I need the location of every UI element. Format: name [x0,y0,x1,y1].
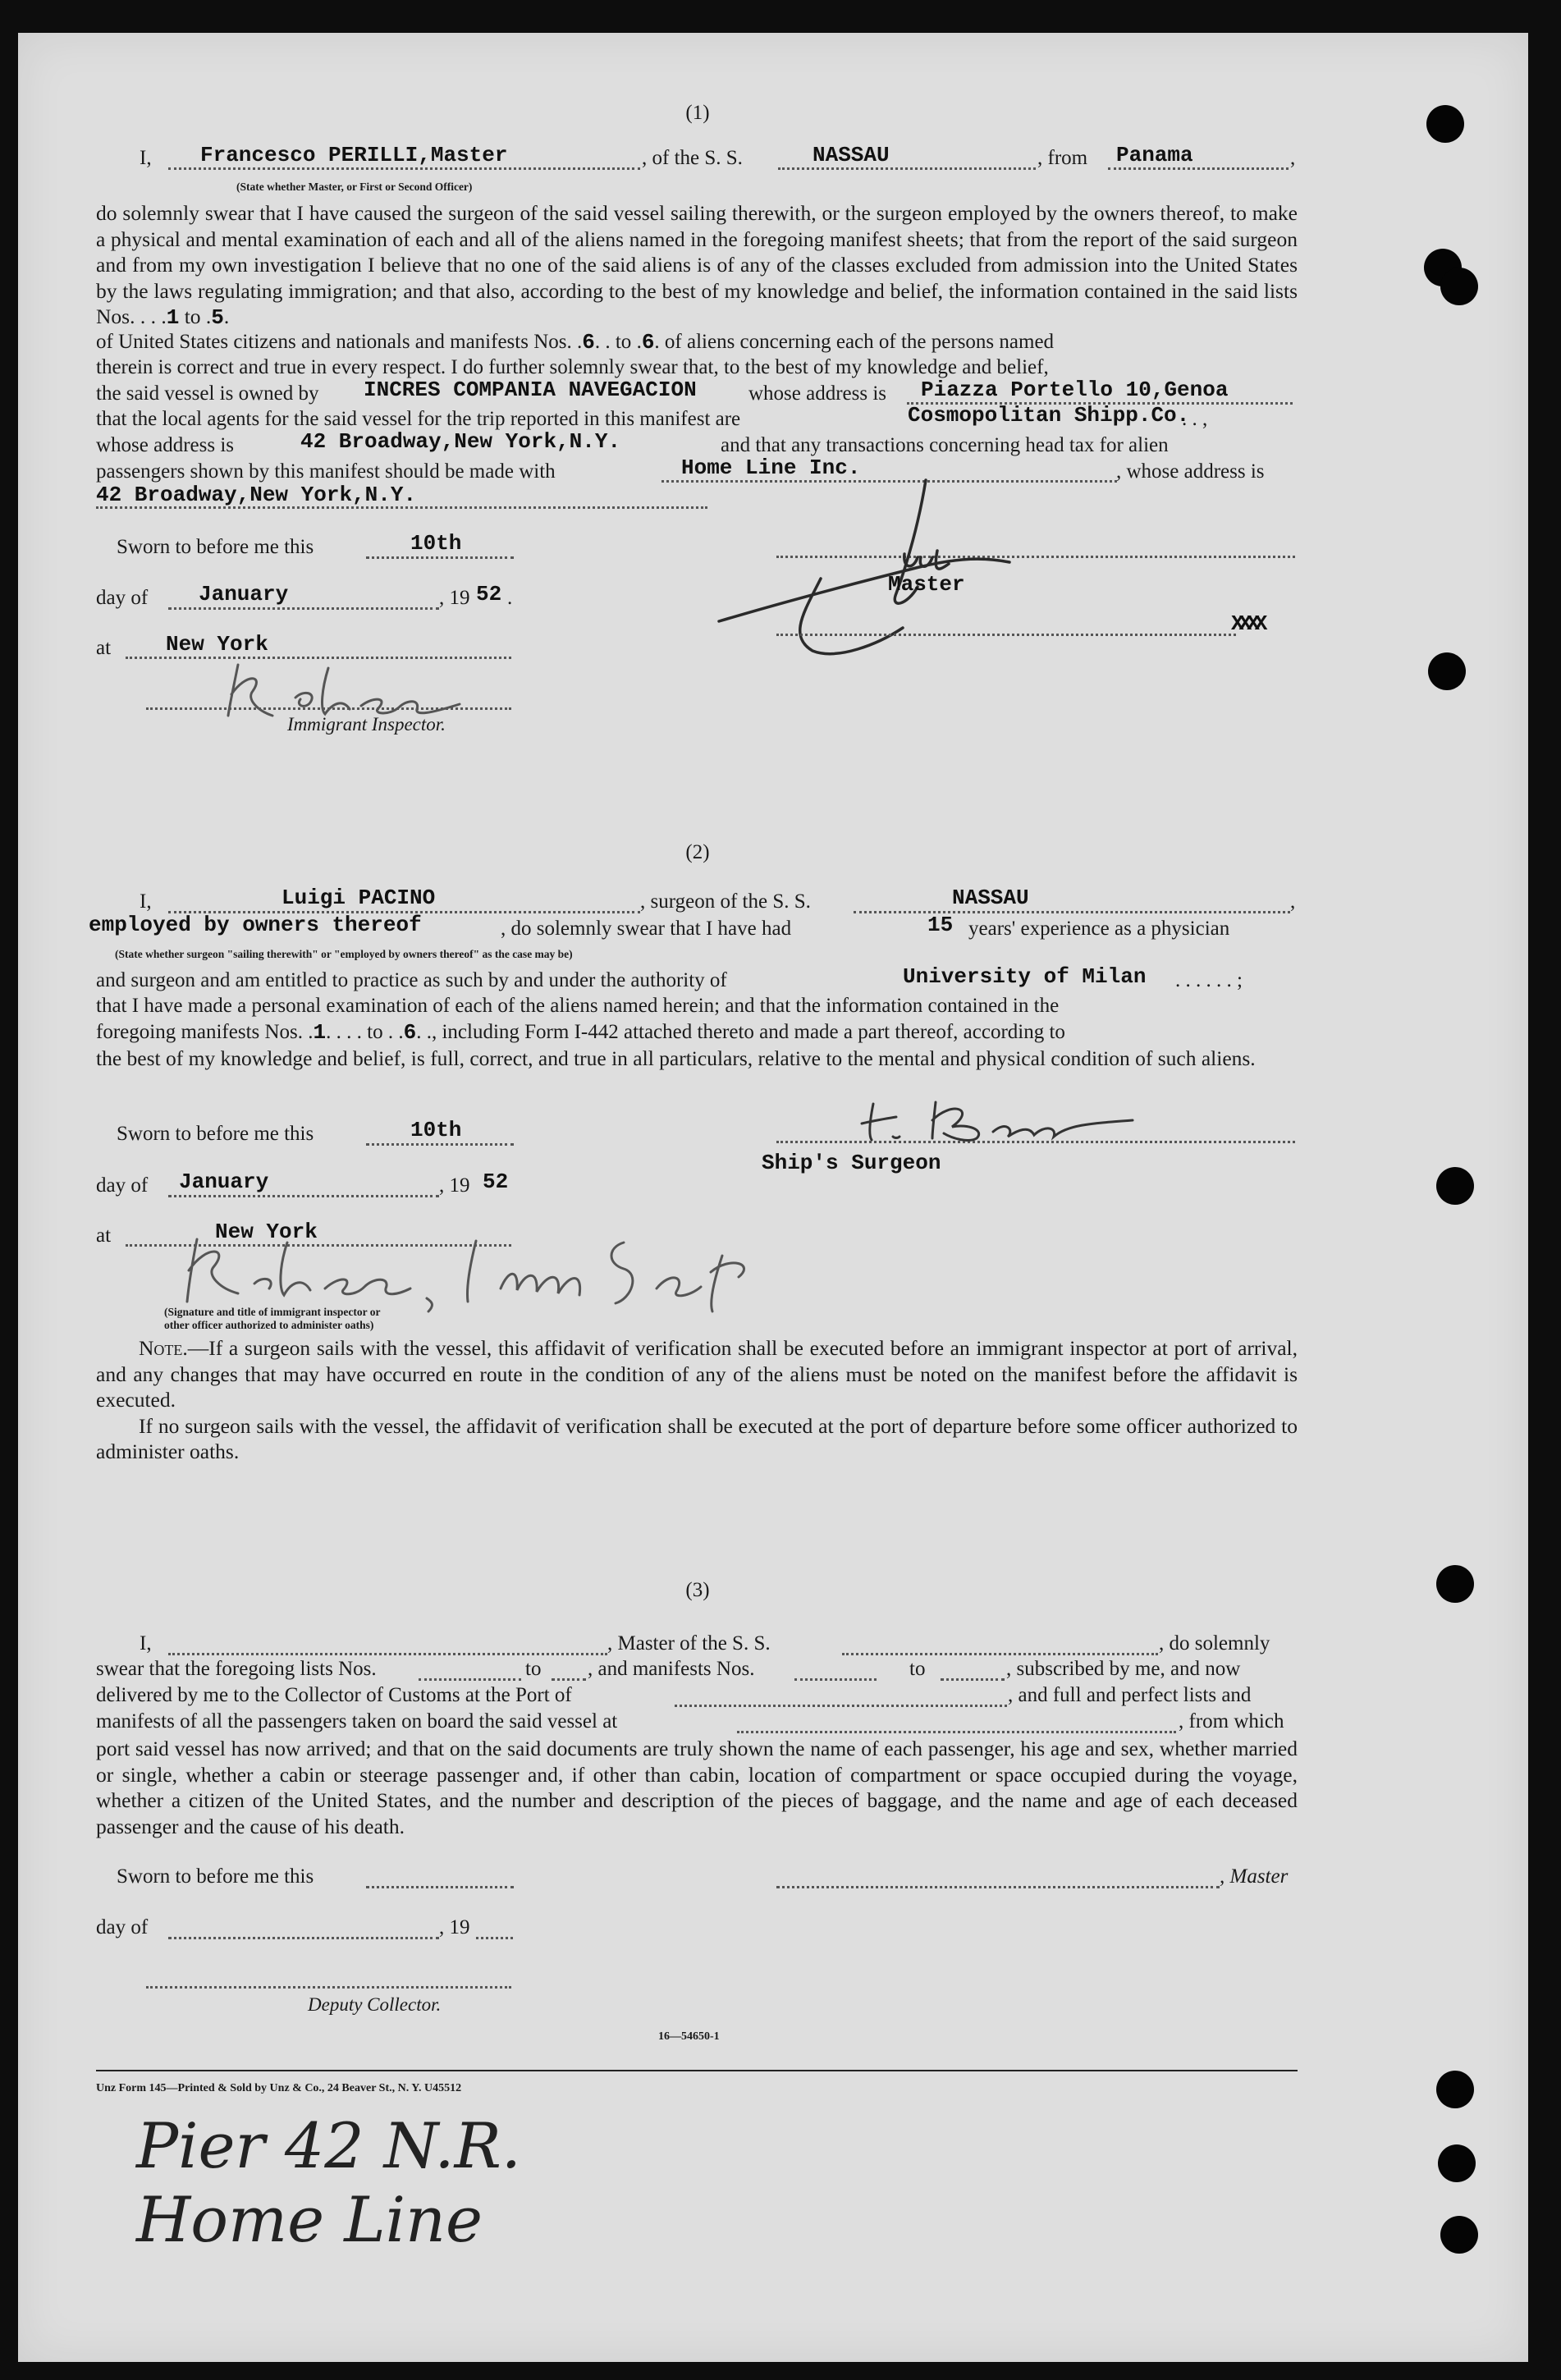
s1-from: , from [1037,147,1088,169]
s1-dots-g: . [654,331,660,353]
s2-foregoing: foregoing manifests Nos. [96,1021,304,1043]
s1-dots-d: . [577,331,583,353]
section-1-number: (1) [685,102,710,124]
s1-sworn-day-field: 10th [410,531,462,556]
s3-port-dots [675,1705,1007,1707]
s1-line-manifests [96,330,1054,355]
master-label: Master [888,572,965,597]
s2-year-prefix: , 19 [439,1174,470,1197]
s2-manifests-from-field: 1 [313,1020,327,1045]
surgeon-name-field: Luigi PACINO [282,886,436,910]
s1-paragraph [96,200,1298,332]
s1-state-note: (State whether Master, or First or Second Officer) [236,181,473,193]
authority-field: University of Milan [903,964,1147,989]
s3-year-dots [476,1937,513,1939]
punch-hole [1440,2216,1478,2254]
s1-at: at [96,637,112,659]
s3-master-text: , Master of the S. S. [607,1632,771,1655]
s2-swear: , do solemnly swear that I have had [501,918,792,940]
s2-including: , including Form I-442 attached thereto and made a part thereof, according to [431,1021,1065,1043]
s2-comma: , [1290,890,1296,913]
s1-of-us: of United States citizens and nationals and manifests Nos. [96,331,572,353]
agent-field: Cosmopolitan Shipp.Co. [908,403,1190,428]
struck-officer-label: XXXX [1231,611,1263,636]
owner-field: INCRES COMPANIA NAVEGACION [364,378,697,402]
printer-line: Unz Form 145—Printed & Sold by Unz & Co., 24 Beaver St., N. Y. U45512 [96,2082,462,2094]
s1-dot-after-year: . [507,587,513,609]
s1-month-dots [168,607,439,610]
s1-sworn-dots [366,556,514,559]
s1-comma2: . . , [1182,408,1208,430]
s3-i: I, [140,1632,152,1655]
punch-hole [1426,105,1464,143]
punch-hole [1436,1565,1474,1603]
s1-year-field: 52 [476,582,502,606]
s1-place-field: New York [166,632,268,657]
s1-month-field: January [199,582,289,606]
s3-sworn: Sworn to before me this [117,1865,314,1888]
s2-para-c: the best of my knowledge and belief, is full, correct, and true in all particulars, relative to the mental and physical condition of such aliens. [96,1046,1256,1070]
footer-rule [96,2070,1298,2071]
s3-master-sig-dots [776,1886,1220,1888]
punch-hole [1436,2071,1474,2108]
s3-line3b: , and full and perfect lists and [1008,1684,1252,1706]
s1-whose-address: whose address is [748,382,887,405]
s3-man-from-dots [794,1678,877,1681]
handwritten-line: Home Line [136,2183,483,2256]
s3-para-rest: port said vessel has now arrived; and that on the said documents are truly shown the name of each passenger, his age and sex, whether married or single, whether a cabin or steerage passenger and, if other than cabin, location of compartment or space occupied during the voyage, whether a citizen of the United States, and the number and description of the pieces of baggage, and the name and age of each deceased passenger and the cause of his death. [96,1737,1298,1838]
s3-lists-to-dots [552,1678,586,1681]
s1-year-prefix: , 19 [439,587,470,609]
s1-passengers-text: passengers shown by this manifest should be made with [96,460,556,483]
agent-address-field: 42 Broadway,New York,N.Y. [300,429,621,454]
s2-sig-note1: (Signature and title of immigrant inspector or [164,1306,381,1318]
s3-line2b: to [525,1658,542,1680]
s3-line4b: , from which [1179,1710,1284,1732]
s1-master-dots [168,167,640,170]
s1-i: I, [140,147,152,169]
s1-whose-address3: , whose address is [1116,460,1265,483]
lists-from-field: 1 [166,305,180,330]
s2-years-text: years' experience as a physician [968,918,1230,940]
s3-line2d: to [909,1658,926,1680]
port-field: Panama [1116,143,1193,167]
punch-hole [1438,2144,1476,2182]
s2-sworn-dots [366,1143,514,1146]
punch-hole [1428,652,1466,690]
s1-to: to [184,304,201,328]
s2-dots-c: . . [387,1021,404,1043]
s2-dots-a: . [308,1021,314,1043]
lists-to-field: 5 [211,305,224,330]
vessel-name-field: NASSAU [813,143,890,167]
tax-address-field: 42 Broadway,New York,N.Y. [96,483,417,507]
s2-line-a: that I have made a personal examination of each of the aliens named herein; and that the information contained in the [96,995,1060,1017]
s1-agents-text: that the local agents for the said vessel for the trip reported in this manifest are [96,408,741,430]
s2-month-dots [168,1195,439,1197]
tax-party-field: Home Line Inc. [681,455,861,480]
s1-to2: to [615,331,632,353]
s2-to: to [367,1021,383,1043]
s3-line4a: manifests of all the passengers taken on board the said vessel at [96,1710,618,1732]
note-text-2: If no surgeon sails with the vessel, the affidavit of verification shall be executed at the port of departure before some officer authorized to administer oaths. [96,1413,1298,1463]
note-line [96,1335,1298,1413]
note-paragraph [96,1335,1298,1465]
s2-dots-d: . . [416,1021,432,1043]
s3-man-to-dots [941,1678,1005,1681]
immigrant-inspector-label: Immigrant Inspector. [287,714,446,735]
s3-line2a: swear that the foregoing lists Nos. [96,1658,377,1680]
s2-surgeon-of: , surgeon of the S. S. [640,890,811,913]
s2-vessel-field: NASSAU [952,886,1029,910]
s3-line2c: , and manifests Nos. [588,1658,755,1680]
s3-master-label: , Master [1220,1865,1289,1888]
s3-lists-from-dots [419,1678,521,1681]
s2-vessel-dots [854,911,1290,913]
note-text: —If a surgeon sails with the vessel, this affidavit of verification shall be executed before an immigrant inspector at port of arrival, and any changes that may have occurred en route in the condition of any of the aliens must be noted on the manifest before the affidavit is executed. [96,1336,1298,1412]
s2-month-field: January [179,1169,269,1194]
master-signature [714,472,1141,669]
manifests-to-field: 6 [641,330,655,355]
s3-line2e: , subscribed by me, and now [1006,1658,1241,1680]
s1-sworn: Sworn to before me this [117,536,314,558]
note-label: Note. [139,1336,188,1360]
s2-foregoing-line [96,1020,1065,1045]
s2-day-of: day of [96,1174,149,1197]
s1-dots-e: . . [594,331,611,353]
punch-hole [1440,268,1478,305]
form-number: 16—54650-1 [658,2030,720,2043]
employed-field: employed by owners thereof [89,913,422,937]
s1-of-aliens: of aliens concerning each of the persons named [664,331,1055,353]
s2-i: I, [140,890,152,913]
s3-day-of: day of [96,1916,149,1938]
s3-sworn-dots [366,1886,514,1888]
s2-place-field: New York [215,1220,318,1244]
punch-hole [1436,1167,1474,1205]
s1-para-a: do solemnly swear that I have caused the surgeon of the said vessel sailing therewith, or the surgeon employed by the owners thereof, to make a physical and mental examination of each and all of the aliens named in the foregoing manifest sheets; that from the report of the said surgeon and from my own investigation I believe that no one of the said aliens is of any of the classes excluded from admission into the United States by the laws regulating immigration; and that also, according to the best of my knowledge and belief, the information contained in the said lists Nos. [96,201,1298,328]
s3-vessel-dots [842,1653,1158,1655]
s1-whose-address2: whose address is [96,434,235,456]
s3-line3a: delivered by me to the Collector of Customs at the Port of [96,1684,572,1706]
s2-state-note: (State whether surgeon "sailing therewith" or "employed by owners thereof" as the case may be) [115,948,573,960]
s1-dots-f: . [636,331,642,353]
s3-month-dots [168,1937,439,1939]
s3-year-prefix: , 19 [439,1916,470,1938]
s2-sworn: Sworn to before me this [117,1123,314,1145]
s2-dots-b: . . . . [326,1021,362,1043]
officer-line [776,634,1236,636]
deputy-sig-dots [146,1986,511,1989]
s2-sig-note2: other officer authorized to administer oaths) [164,1319,374,1331]
owner-address-field: Piazza Portello 10,Genoa [921,378,1229,402]
s1-vessel-dots [778,167,1036,170]
section-2-number: (2) [685,841,710,863]
years-field: 15 [927,913,954,937]
s2-year-field: 52 [483,1169,509,1194]
s2-at: at [96,1224,112,1247]
s1-para-b: therein is correct and true in every respect. I do further solemnly swear that, to the best of my knowledge and belief, [96,356,1049,378]
s3-port-aboard-dots [737,1731,1176,1733]
manifests-from-field: 6 [582,330,595,355]
section-3-number: (3) [685,1579,710,1601]
s1-owned-by: the said vessel is owned by [96,382,319,405]
s1-dots-a: . . . [140,304,167,328]
s1-dots-b: . [205,304,212,328]
s2-manifests-to-field: 6 [403,1020,417,1045]
s2-authority-text: and surgeon and am entitled to practice as such by and under the authority of [96,969,727,991]
ships-surgeon-label: Ship's Surgeon [762,1151,941,1175]
handwritten-pier: Pier 42 N.R. [136,2109,521,2182]
s2-sworn-day-field: 10th [410,1118,462,1142]
s1-port-dots [1108,167,1289,170]
s2-semicolon: . . . . . . ; [1175,969,1243,991]
s1-of-ss: , of the S. S. [642,147,743,169]
s1-day-of: day of [96,587,149,609]
deputy-collector-label: Deputy Collector. [308,1994,442,2015]
s1-head-tax: and that any transactions concerning head tax for alien [721,434,1169,456]
s1-comma: , [1290,147,1296,169]
s1-dots-c: . [223,304,230,328]
surgeon-signature [854,1087,1149,1153]
s3-master-dots [168,1653,607,1655]
s3-line1-end: , do solemnly [1159,1632,1270,1655]
master-name-field: Francesco PERILLI,Master [200,143,508,167]
